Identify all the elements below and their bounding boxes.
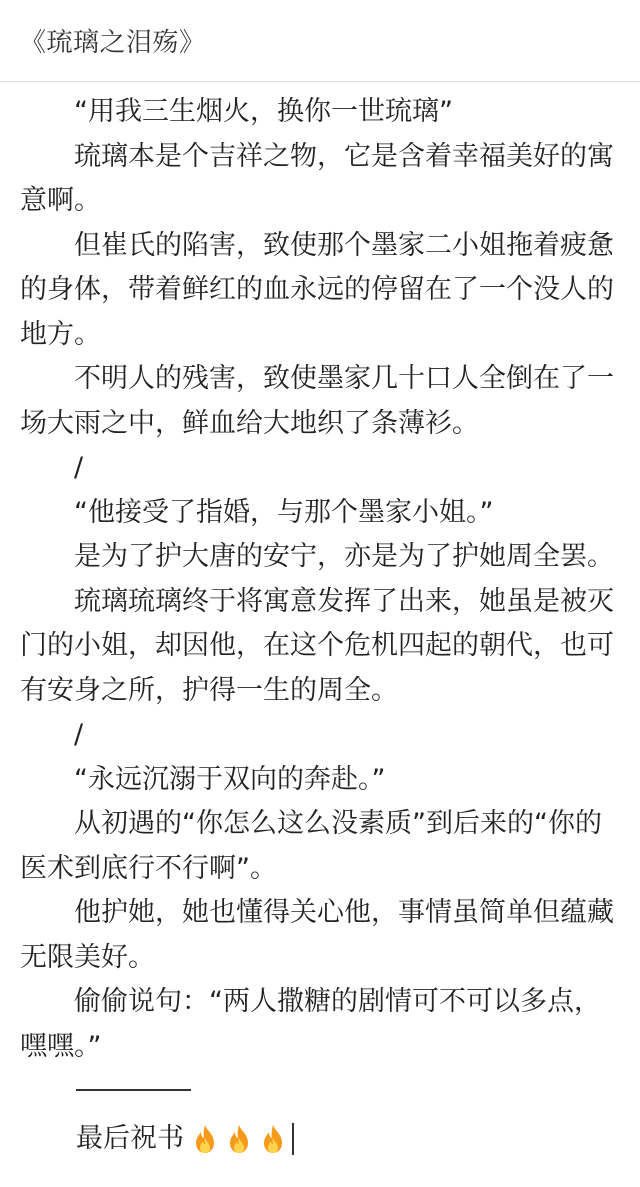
section-divider-1: / xyxy=(74,452,84,483)
paragraph-5: “他接受了指婚，与那个墨家小姐。” xyxy=(74,496,494,528)
paragraph-10: 他护她，她也懂得关心他，事情虽简单但蕴藏无限美好。 xyxy=(20,897,614,973)
text-cursor-caret xyxy=(292,1123,294,1155)
paragraph-9: 从初遇的“你怎么这么没素质”到后来的“你的医术到底行不行啊”。 xyxy=(20,808,602,884)
horizontal-rule xyxy=(76,1089,191,1091)
page-title: 《琉璃之泪殇》 xyxy=(20,28,206,58)
fire-emoji-icon xyxy=(192,1124,218,1154)
paragraph-7: 琉璃琉璃终于将寓意发挥了出来，她虽是被灭门的小姐，却因他，在这个危机四起的朝代，也可有安身之所，护得一生的周全。 xyxy=(20,585,614,706)
paragraph-6: 是为了护大唐的安宁，亦是为了护她周全罢。 xyxy=(74,541,614,572)
section-divider-2: / xyxy=(74,719,84,750)
closing-line xyxy=(20,1117,620,1162)
closing-text: 最后祝书 xyxy=(76,1123,184,1154)
paragraph-11: 偷偷说句：“两人撒糖的剧情可不可以多点，嘿嘿。” xyxy=(20,986,601,1062)
paragraph-8: “永远沉溺于双向的奔赴。” xyxy=(74,763,386,795)
fire-emoji-icon xyxy=(260,1124,286,1154)
paragraph-3: 但崔氏的陷害，致使那个墨家二小姐拖着疲惫的身体，带着鲜红的血永远的停留在了一个没人的地方。 xyxy=(20,229,614,350)
fire-emoji-icon xyxy=(226,1124,252,1154)
paragraph-4: 不明人的残害，致使墨家几十口人全倒在了一场大雨之中，鲜血给大地织了条薄衫。 xyxy=(20,363,614,439)
paragraph-1: “用我三生烟火，换你一世琉璃” xyxy=(74,96,453,127)
header xyxy=(0,0,640,82)
paragraph-2: 琉璃本是个吉祥之物，它是含着幸福美好的寓意啊。 xyxy=(20,140,614,216)
article-body xyxy=(0,82,640,1162)
